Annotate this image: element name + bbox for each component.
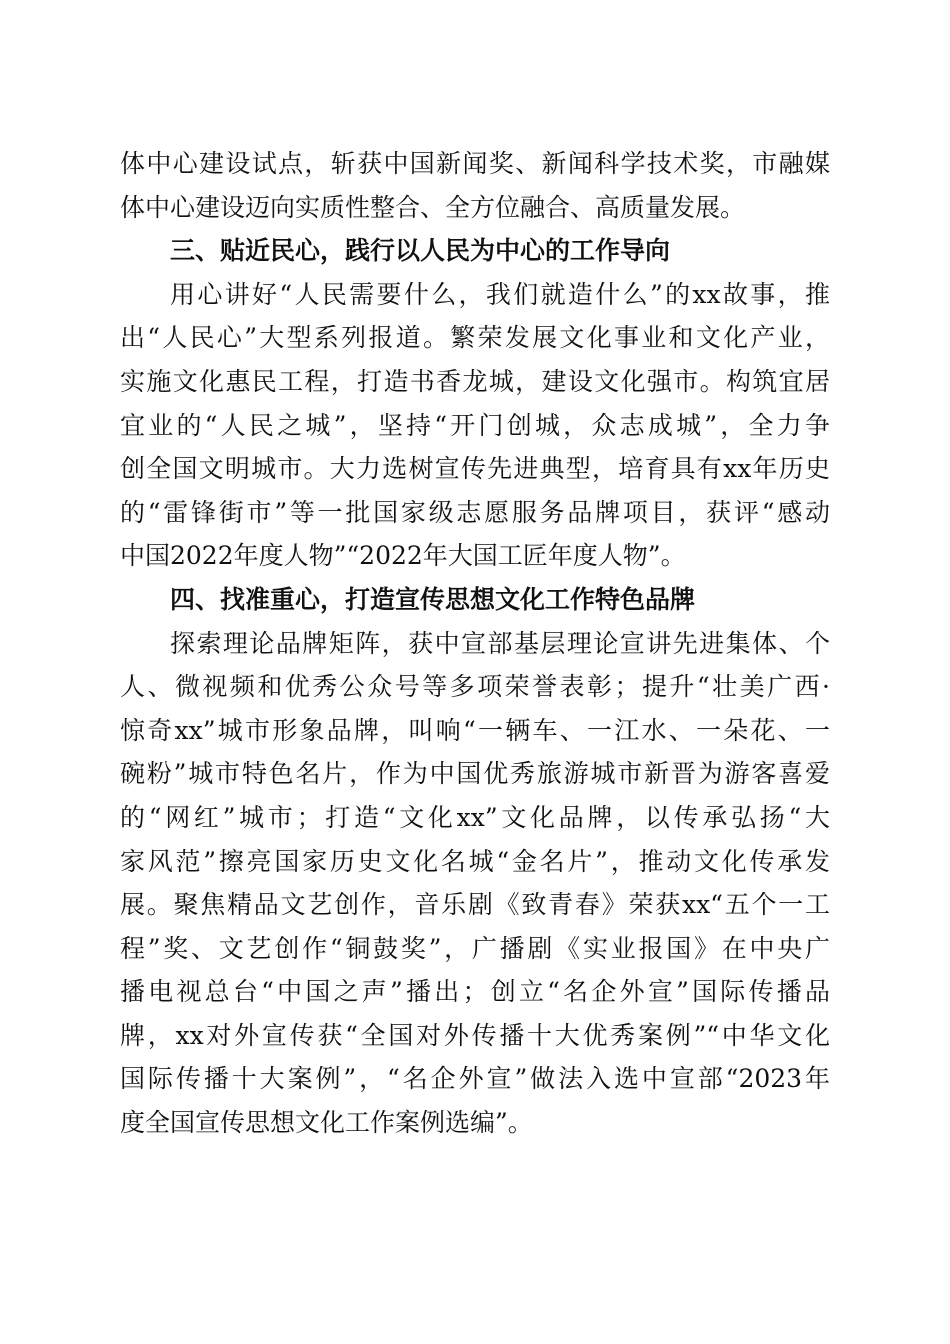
paragraph-line: 用心讲好“人民需要什么，我们就造什么”的xx故事，推: [170, 279, 830, 309]
paragraph-line: 国际传播十大案例”，“名企外宣”做法入选中宣部“2023年: [120, 1064, 830, 1094]
paragraph-line: 程”奖、文艺创作“铜鼓奖”，广播剧《实业报国》在中央广: [120, 933, 830, 963]
section-four-heading: 四、找准重心，打造宣传思想文化工作特色品牌: [170, 584, 696, 614]
paragraph-line: 探索理论品牌矩阵，获中宣部基层理论宣讲先进集体、个: [170, 628, 830, 658]
paragraph-line: 宜业的“人民之城”，坚持“开门创城，众志成城”，全力争: [120, 410, 830, 440]
paragraph-line: 人、微视频和优秀公众号等多项荣誉表彰；提升“壮美广西·: [120, 672, 830, 702]
paragraph-line: 惊奇xx”城市形象品牌，叫响“一辆车、一江水、一朵花、一: [120, 715, 830, 745]
paragraph-line: 体中心建设迈向实质性整合、全方位融合、高质量发展。: [120, 192, 746, 222]
paragraph-line: 牌，xx对外宣传获“全国对外传播十大优秀案例”“中华文化: [120, 1020, 830, 1050]
paragraph-line: 体中心建设试点，斩获中国新闻奖、新闻科学技术奖，市融媒: [120, 149, 830, 178]
paragraph-line: 度全国宣传思想文化工作案例选编”。: [120, 1108, 533, 1138]
paragraph-line: 的“网红”城市；打造“文化xx”文化品牌，以传承弘扬“大: [120, 802, 830, 832]
section-three-heading: 三、贴近民心，践行以人民为中心的工作导向: [170, 236, 671, 266]
paragraph-line: 中国2022年度人物”“2022年大国工匠年度人物”。: [120, 541, 686, 571]
intro-paragraph: [120, 142, 830, 229]
document-body: [120, 142, 830, 1145]
paragraph-line: 的“雷锋街市”等一批国家级志愿服务品牌项目，获评“感动: [120, 497, 830, 527]
paragraph-line: 家风范”擦亮国家历史文化名城“金名片”，推动文化传承发: [120, 846, 830, 876]
section-three: [120, 229, 830, 578]
section-four: [120, 578, 830, 1145]
paragraph-line: 碗粉”城市特色名片，作为中国优秀旅游城市新晋为游客喜爱: [120, 759, 830, 789]
paragraph-line: 播电视总台“中国之声”播出；创立“名企外宣”国际传播品: [120, 977, 830, 1007]
paragraph-line: 展。聚焦精品文艺创作，音乐剧《致青春》荣获xx“五个一工: [120, 890, 830, 920]
paragraph-line: 创全国文明城市。大力选树宣传先进典型，培育具有xx年历史: [120, 454, 830, 484]
paragraph-line: 实施文化惠民工程，打造书香龙城，建设文化强市。构筑宜居: [120, 366, 830, 396]
paragraph-line: 出“人民心”大型系列报道。繁荣发展文化事业和文化产业，: [120, 323, 830, 353]
